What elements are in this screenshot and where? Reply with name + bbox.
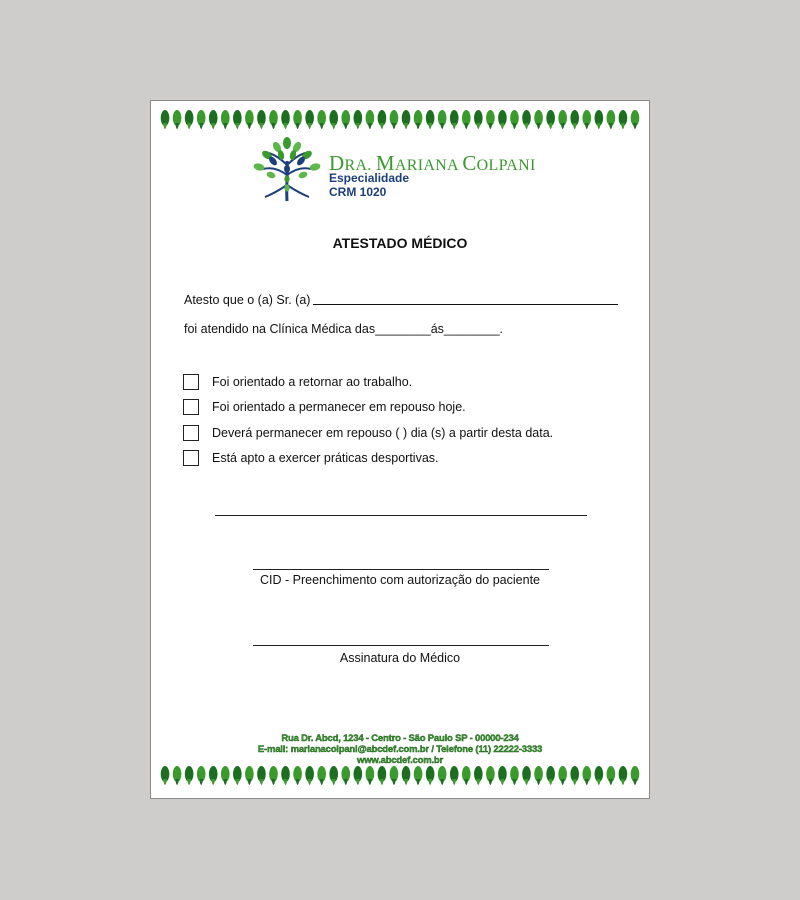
option-label: Está apto a exercer práticas desportivas. (212, 451, 439, 465)
leaf-ornament (570, 110, 579, 129)
leaf-ornament (414, 110, 423, 129)
leaf-ornament (341, 110, 350, 129)
leaf-ornament (161, 110, 170, 129)
leaf-ornament (161, 766, 170, 785)
tree-logo-icon (251, 135, 323, 203)
doctor-name-part-ra: RA. (344, 157, 376, 174)
leaf-ornament (619, 766, 628, 785)
leaf-ornament (293, 766, 302, 785)
leaf-ornament (450, 110, 459, 129)
leaf-ornament (317, 110, 326, 129)
leaf-ornament (534, 110, 543, 129)
leaf-ornament (582, 766, 591, 785)
leaf-ornament (558, 110, 567, 129)
leaf-ornament (221, 766, 230, 785)
checkbox[interactable] (183, 425, 199, 441)
patient-name-blank[interactable] (313, 304, 618, 305)
decorative-border-top (159, 109, 641, 135)
leaf-ornament (209, 110, 218, 129)
leaf-ornament (631, 766, 640, 785)
doctor-name-initial-c: C (462, 151, 477, 175)
leaf-ornament (486, 766, 495, 785)
certificate-sheet (150, 100, 650, 799)
leaf-ornament (390, 110, 399, 129)
leaf-ornament (546, 110, 555, 129)
leaf-ornament (185, 766, 194, 785)
leaf-ornament (522, 766, 531, 785)
leaf-ornament (245, 766, 254, 785)
leaf-ornament (233, 766, 242, 785)
decorative-border-bottom (159, 765, 641, 791)
option-label: Foi orientado a retornar ao trabalho. (212, 375, 413, 389)
leaf-ornament (474, 766, 483, 785)
leaf-ornament (498, 110, 507, 129)
checkbox[interactable] (183, 399, 199, 415)
leaf-ornament (378, 766, 387, 785)
doctor-name-part-olpani: OLPANI (476, 157, 536, 174)
leaf-ornament (293, 110, 302, 129)
leaf-ornament (173, 110, 182, 129)
cid-line[interactable] (253, 569, 549, 570)
leaf-ornament (474, 110, 483, 129)
leaf-ornament (534, 766, 543, 785)
leaf-ornament (245, 110, 254, 129)
leaf-ornament (353, 766, 362, 785)
leaf-ornament (366, 766, 375, 785)
leaf-ornament (257, 766, 266, 785)
leaf-ornament (281, 766, 290, 785)
leaf-ornament (305, 110, 314, 129)
cid-caption: CID - Preenchimento com autorização do paciente (259, 573, 540, 587)
leaf-ornament (619, 110, 628, 129)
leaf-ornament (269, 766, 278, 785)
leaf-ornament (607, 766, 616, 785)
doctor-name-initial-d: D (329, 151, 345, 175)
notes-line[interactable] (215, 515, 587, 516)
leaf-ornament (402, 766, 411, 785)
leaf-ornament (269, 110, 278, 129)
leaf-ornament (607, 110, 616, 129)
statement-line-2: foi atendido na Clínica Médica das________ás________. (184, 322, 503, 336)
leaf-ornament (510, 110, 519, 129)
leaf-ornament (402, 110, 411, 129)
crm-label: CRM 1020 (329, 185, 387, 199)
leaf-ornament (390, 766, 399, 785)
statement-line-1: Atesto que o (a) Sr. (a) (184, 293, 311, 307)
leaf-ornament (546, 766, 555, 785)
document-title: ATESTADO MÉDICO (332, 235, 468, 251)
leaf-ornament (257, 110, 266, 129)
leaf-ornament (570, 766, 579, 785)
footer-contact: E-mail: marianacolpani@abcdef.com.br / Telefone (11) 22222-3333 (257, 744, 543, 755)
leaf-ornament (426, 110, 435, 129)
leaf-ornament (233, 110, 242, 129)
leaf-ornament (353, 110, 362, 129)
leaf-ornament (594, 110, 603, 129)
leaf-ornament (414, 766, 423, 785)
leaf-ornament (281, 110, 290, 129)
leaf-ornament (582, 110, 591, 129)
leaf-ornament (462, 110, 471, 129)
leaf-ornament (558, 766, 567, 785)
specialty-label: Especialidade (329, 171, 410, 185)
checkbox[interactable] (183, 450, 199, 466)
leaf-ornament (378, 110, 387, 129)
doctor-name-part-ariana: ARIANA (394, 157, 463, 174)
leaf-ornament (426, 766, 435, 785)
leaf-ornament (631, 110, 640, 129)
leaf-ornament (209, 766, 218, 785)
leaf-ornament (185, 110, 194, 129)
leaf-ornament (366, 110, 375, 129)
leaf-ornament (438, 766, 447, 785)
leaf-ornament (462, 766, 471, 785)
leaf-ornament (438, 110, 447, 129)
leaf-ornament (197, 766, 206, 785)
leaf-ornament (305, 766, 314, 785)
leaf-ornament (522, 110, 531, 129)
leaf-ornament (173, 766, 182, 785)
footer-website: www.abcdef.com.br (357, 755, 443, 766)
leaf-ornament (486, 110, 495, 129)
option-label: Foi orientado a permanecer em repouso hoje. (212, 400, 466, 414)
signature-line[interactable] (253, 645, 549, 646)
option-label: Deverá permanecer em repouso ( ) dia (s) a partir desta data. (212, 426, 554, 440)
leaf-ornament (510, 766, 519, 785)
doctor-name-initial-m: M (375, 151, 395, 175)
checkbox[interactable] (183, 374, 199, 390)
leaf-ornament (450, 766, 459, 785)
leaf-ornament (197, 110, 206, 129)
leaf-ornament (341, 766, 350, 785)
footer-address: Rua Dr. Abcd, 1234 - Centro - São Paulo SP - 00000-234 (281, 733, 519, 744)
signature-caption: Assinatura do Médico (339, 651, 461, 665)
leaf-ornament (329, 110, 338, 129)
leaf-ornament (594, 766, 603, 785)
leaf-ornament (221, 110, 230, 129)
leaf-ornament (329, 766, 338, 785)
leaf-ornament (317, 766, 326, 785)
leaf-ornament (498, 766, 507, 785)
